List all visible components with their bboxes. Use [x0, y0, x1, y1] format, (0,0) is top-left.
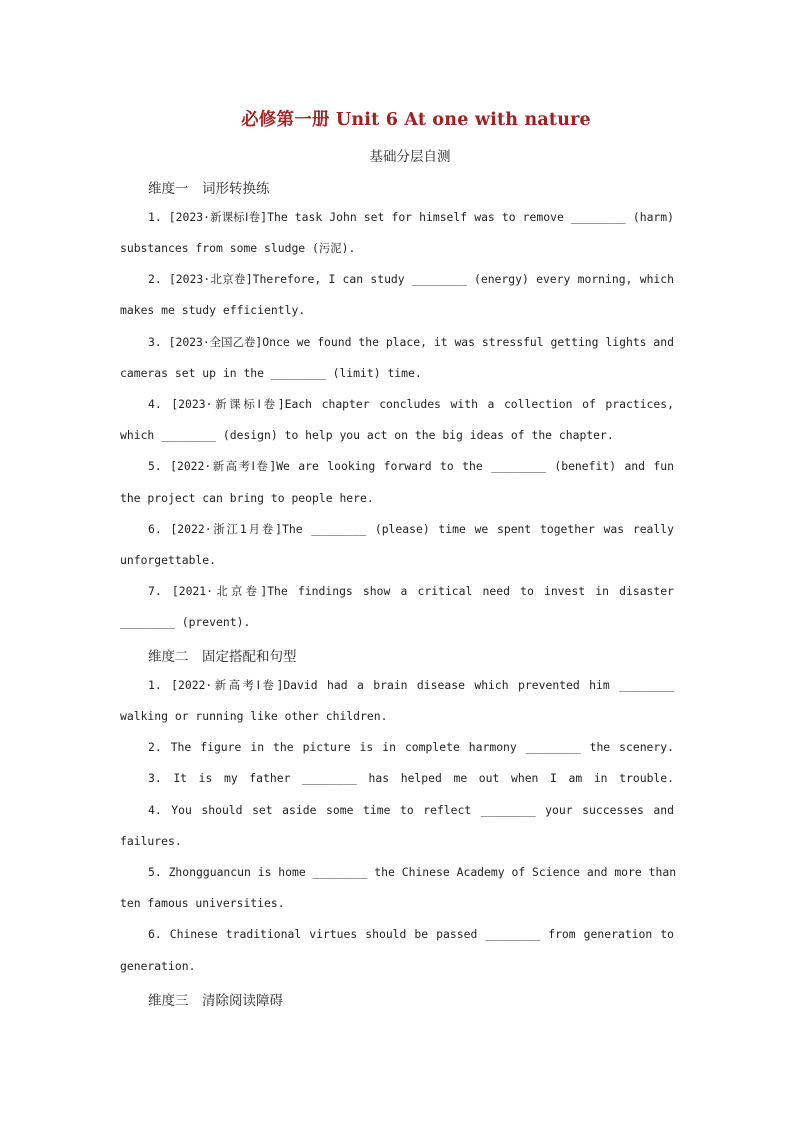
question-line: 4. [2023·新课标Ⅰ卷]Each chapter concludes with a collection of practices, — [148, 397, 674, 411]
question-line-continuation: cameras set up in the ________ (limit) time. — [120, 366, 422, 380]
question-line: 3. It is my father ________ has helped me out when I am in trouble. — [148, 771, 674, 785]
page-title: 必修第一册 Unit 6 At one with nature — [241, 110, 591, 130]
question-line: 1. [2023·新课标Ⅰ卷]The task John set for himself was to remove ________ (harm) — [148, 210, 674, 224]
question-line-continuation: which ________ (design) to help you act on the big ideas of the chapter. — [120, 428, 614, 442]
question-line: 6. [2022·浙江1月卷]The ________ (please) time we spent together was really — [148, 522, 674, 536]
question-line-continuation: walking or running like other children. — [120, 709, 388, 723]
question-line-continuation: ten famous universities. — [120, 896, 285, 910]
question-line: 7. [2021·北京卷]The findings show a critical need to invest in disaster — [148, 584, 674, 598]
question-line: 5. [2022·新高考Ⅰ卷]We are looking forward to the ________ (benefit) and fun — [148, 459, 674, 473]
question-line: 2. [2023·北京卷]Therefore, I can study ________ (energy) every morning, which — [148, 272, 674, 286]
question-line-continuation: the project can bring to people here. — [120, 491, 374, 505]
question-line: 2. The figure in the picture is in complete harmony ________ the scenery. — [148, 740, 674, 754]
question-line: 1. [2022·新高考Ⅰ卷]David had a brain disease which prevented him ________ — [148, 678, 674, 692]
question-line-continuation: generation. — [120, 959, 196, 973]
question-line: 4. You should set aside some time to reflect ________ your successes and — [148, 803, 674, 817]
question-line: 3. [2023·全国乙卷]Once we found the place, it was stressful getting lights and — [148, 335, 674, 349]
question-line-continuation: failures. — [120, 834, 182, 848]
question-line-continuation: unforgettable. — [120, 553, 217, 567]
question-line-continuation: ________ (prevent). — [120, 615, 251, 629]
question-line: 5. Zhongguancun is home ________ the Chinese Academy of Science and more than — [148, 865, 677, 879]
page-subtitle: 基础分层自测 — [369, 149, 451, 165]
section-heading: 维度二 固定搭配和句型 — [148, 649, 297, 665]
section-heading: 维度三 清除阅读障碍 — [148, 993, 283, 1009]
section-heading: 维度一 词形转换练 — [148, 181, 270, 197]
question-line-continuation: substances from some sludge (污泥). — [120, 241, 356, 255]
question-line-continuation: makes me study efficiently. — [120, 303, 306, 317]
question-line: 6. Chinese traditional virtues should be passed ________ from generation to — [148, 927, 674, 941]
